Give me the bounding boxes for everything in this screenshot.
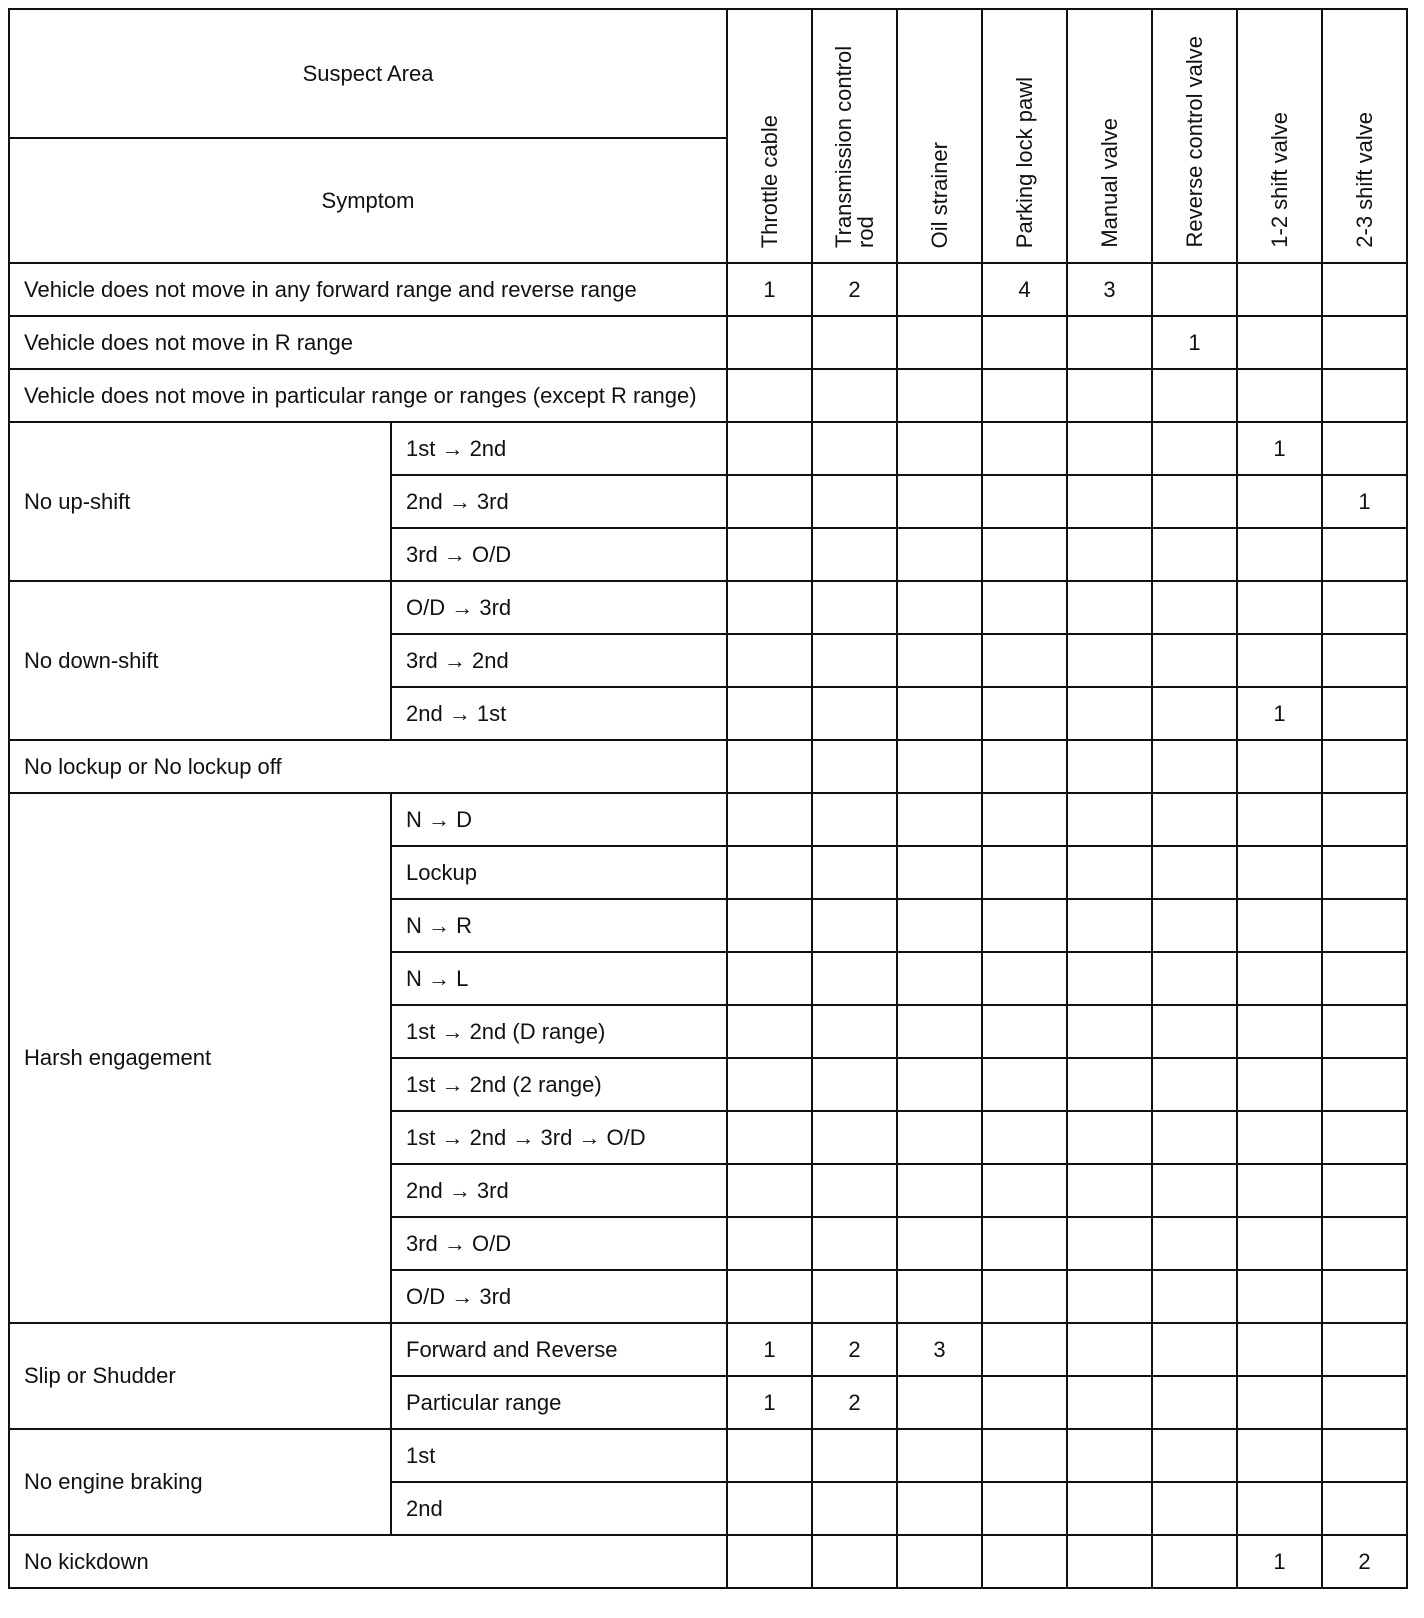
priority-cell: 2 (812, 1376, 897, 1429)
priority-cell: 1 (727, 263, 812, 316)
priority-cell (982, 740, 1067, 793)
sub-condition-cell: O/D → 3rd (391, 1270, 727, 1323)
priority-cell (1322, 1164, 1407, 1217)
symptom-header: Symptom (9, 138, 727, 263)
priority-cell (1237, 475, 1322, 528)
priority-cell (1237, 581, 1322, 634)
priority-cell: 1 (727, 1376, 812, 1429)
priority-cell (727, 687, 812, 740)
priority-cell (812, 528, 897, 581)
sub-condition-cell: N → L (391, 952, 727, 1005)
priority-cell (812, 475, 897, 528)
priority-cell (727, 1429, 812, 1482)
priority-cell: 1 (1237, 422, 1322, 475)
column-label: 2-3 shift valve (1351, 112, 1377, 248)
priority-cell (812, 1058, 897, 1111)
sub-condition-cell: Lockup (391, 846, 727, 899)
priority-cell (1237, 1058, 1322, 1111)
priority-cell (982, 687, 1067, 740)
priority-cell: 3 (1067, 263, 1152, 316)
table-row (9, 316, 1407, 369)
priority-cell (1237, 1005, 1322, 1058)
priority-cell (1067, 369, 1152, 422)
priority-cell (1152, 263, 1237, 316)
priority-cell (1237, 899, 1322, 952)
priority-cell (982, 1482, 1067, 1535)
column-header (812, 9, 897, 263)
priority-cell (1237, 1323, 1322, 1376)
priority-cell (1322, 316, 1407, 369)
priority-cell (1152, 1376, 1237, 1429)
priority-cell (897, 422, 982, 475)
priority-cell (1152, 1217, 1237, 1270)
priority-cell (812, 422, 897, 475)
sub-condition-cell: 3rd → O/D (391, 528, 727, 581)
priority-cell (1237, 793, 1322, 846)
priority-cell (1067, 899, 1152, 952)
sub-condition-cell: Forward and Reverse (391, 1323, 727, 1376)
priority-cell (897, 316, 982, 369)
priority-cell (897, 1535, 982, 1588)
priority-cell (1322, 1217, 1407, 1270)
priority-cell (812, 687, 897, 740)
priority-cell (1067, 1005, 1152, 1058)
priority-cell (727, 369, 812, 422)
priority-cell (1237, 634, 1322, 687)
column-header (727, 9, 812, 263)
sub-condition-cell: O/D → 3rd (391, 581, 727, 634)
priority-cell (982, 369, 1067, 422)
priority-cell (1152, 1270, 1237, 1323)
sub-condition-cell: 2nd → 1st (391, 687, 727, 740)
diagnosis-chart (8, 8, 1408, 1589)
priority-cell (727, 952, 812, 1005)
column-label: Parking lock pawl (1011, 76, 1037, 248)
priority-cell (1322, 263, 1407, 316)
priority-cell (727, 1005, 812, 1058)
priority-cell (727, 1058, 812, 1111)
sub-condition-cell: 1st → 2nd → 3rd → O/D (391, 1111, 727, 1164)
priority-cell (1322, 1482, 1407, 1535)
sub-condition-cell: 3rd → 2nd (391, 634, 727, 687)
priority-cell (727, 899, 812, 952)
sub-condition-cell: 2nd → 3rd (391, 475, 727, 528)
priority-cell (982, 316, 1067, 369)
priority-cell: 2 (812, 263, 897, 316)
priority-cell (1152, 952, 1237, 1005)
priority-cell (1152, 846, 1237, 899)
priority-cell (897, 1482, 982, 1535)
priority-cell (897, 687, 982, 740)
table-row (9, 369, 1407, 422)
sub-condition-cell: N → R (391, 899, 727, 952)
column-label: Reverse control valve (1181, 36, 1207, 248)
priority-cell (1322, 528, 1407, 581)
symptom-cell: No kickdown (9, 1535, 727, 1588)
priority-cell (1067, 1535, 1152, 1588)
troubleshooting-table (8, 8, 1408, 1589)
priority-cell (1322, 1005, 1407, 1058)
priority-cell (1067, 1376, 1152, 1429)
priority-cell (1152, 581, 1237, 634)
priority-cell (812, 369, 897, 422)
priority-cell (1152, 1164, 1237, 1217)
priority-cell (1067, 687, 1152, 740)
priority-cell (1152, 1535, 1237, 1588)
priority-cell (812, 793, 897, 846)
priority-cell (1152, 687, 1237, 740)
sub-condition-cell: Particular range (391, 1376, 727, 1429)
priority-cell (1322, 1058, 1407, 1111)
column-label: Manual valve (1096, 118, 1122, 248)
table-row (9, 263, 1407, 316)
priority-cell (727, 1270, 812, 1323)
symptom-cell: Vehicle does not move in R range (9, 316, 727, 369)
priority-cell (897, 793, 982, 846)
priority-cell (1237, 1482, 1322, 1535)
priority-cell (1067, 1323, 1152, 1376)
priority-cell (727, 1217, 812, 1270)
priority-cell (1152, 1482, 1237, 1535)
priority-cell (1152, 1111, 1237, 1164)
priority-cell (1067, 1164, 1152, 1217)
priority-cell (1067, 1058, 1152, 1111)
priority-cell (982, 1217, 1067, 1270)
priority-cell (982, 1323, 1067, 1376)
priority-cell (1237, 528, 1322, 581)
priority-cell (1152, 1323, 1237, 1376)
priority-cell: 2 (812, 1323, 897, 1376)
priority-cell (897, 1005, 982, 1058)
priority-cell (897, 1164, 982, 1217)
priority-cell (1067, 1482, 1152, 1535)
table-body (9, 263, 1407, 1588)
column-label: 1-2 shift valve (1266, 112, 1292, 248)
table-row (9, 740, 1407, 793)
column-header (1322, 9, 1407, 263)
priority-cell (727, 1482, 812, 1535)
priority-cell (897, 1429, 982, 1482)
priority-cell (812, 1217, 897, 1270)
priority-cell: 1 (1237, 687, 1322, 740)
priority-cell (727, 1535, 812, 1588)
symptom-group-cell: Harsh engagement (9, 793, 391, 1323)
symptom-group-cell: No engine braking (9, 1429, 391, 1535)
priority-cell (1237, 1164, 1322, 1217)
priority-cell (1067, 952, 1152, 1005)
priority-cell (727, 422, 812, 475)
priority-cell (727, 581, 812, 634)
priority-cell (1067, 846, 1152, 899)
priority-cell (727, 740, 812, 793)
priority-cell (727, 1111, 812, 1164)
priority-cell (1237, 1376, 1322, 1429)
priority-cell (1067, 581, 1152, 634)
priority-cell (897, 528, 982, 581)
priority-cell (982, 846, 1067, 899)
priority-cell (1067, 793, 1152, 846)
priority-cell (1152, 1005, 1237, 1058)
suspect-area-header: Suspect Area (9, 9, 727, 138)
column-header (982, 9, 1067, 263)
priority-cell (1067, 316, 1152, 369)
priority-cell (1152, 1429, 1237, 1482)
priority-cell (982, 1111, 1067, 1164)
priority-cell (812, 846, 897, 899)
priority-cell (812, 1535, 897, 1588)
symptom-cell: Vehicle does not move in particular range or ranges (except R range) (9, 369, 727, 422)
priority-cell (897, 369, 982, 422)
priority-cell (982, 634, 1067, 687)
priority-cell (812, 1164, 897, 1217)
priority-cell (1067, 634, 1152, 687)
priority-cell (982, 1005, 1067, 1058)
priority-cell (897, 952, 982, 1005)
priority-cell (812, 634, 897, 687)
priority-cell (1152, 899, 1237, 952)
priority-cell (1152, 793, 1237, 846)
priority-cell (727, 528, 812, 581)
table-row (9, 1429, 1407, 1482)
priority-cell (1322, 422, 1407, 475)
priority-cell: 1 (727, 1323, 812, 1376)
priority-cell (1322, 1376, 1407, 1429)
priority-cell (897, 846, 982, 899)
table-row (9, 422, 1407, 475)
priority-cell (1322, 1323, 1407, 1376)
table-row (9, 581, 1407, 634)
priority-cell (727, 475, 812, 528)
priority-cell (982, 1270, 1067, 1323)
priority-cell (727, 1164, 812, 1217)
priority-cell (1067, 1111, 1152, 1164)
column-label: Throttle cable (756, 114, 782, 248)
column-header (1237, 9, 1322, 263)
priority-cell (1322, 1111, 1407, 1164)
table-row (9, 793, 1407, 846)
symptom-group-cell: Slip or Shudder (9, 1323, 391, 1429)
priority-cell (1152, 1058, 1237, 1111)
table-row (9, 1535, 1407, 1588)
symptom-group-cell: No down-shift (9, 581, 391, 740)
priority-cell (1152, 528, 1237, 581)
priority-cell (982, 1376, 1067, 1429)
priority-cell (1152, 740, 1237, 793)
priority-cell: 1 (1322, 475, 1407, 528)
priority-cell: 1 (1237, 1535, 1322, 1588)
sub-condition-cell: 2nd (391, 1482, 727, 1535)
priority-cell (982, 1535, 1067, 1588)
priority-cell (982, 899, 1067, 952)
priority-cell (1067, 475, 1152, 528)
priority-cell (1322, 1270, 1407, 1323)
column-label: Oil strainer (926, 141, 952, 248)
priority-cell (812, 1111, 897, 1164)
priority-cell (897, 899, 982, 952)
priority-cell: 1 (1152, 316, 1237, 369)
symptom-group-cell: No up-shift (9, 422, 391, 581)
column-label: Transmission control rod (830, 45, 878, 248)
priority-cell (897, 1376, 982, 1429)
priority-cell: 2 (1322, 1535, 1407, 1588)
priority-cell (1152, 369, 1237, 422)
symptom-cell: Vehicle does not move in any forward range and reverse range (9, 263, 727, 316)
priority-cell (1322, 687, 1407, 740)
priority-cell (1322, 369, 1407, 422)
priority-cell (1067, 1217, 1152, 1270)
priority-cell (1237, 316, 1322, 369)
priority-cell: 4 (982, 263, 1067, 316)
priority-cell (1237, 846, 1322, 899)
priority-cell (1237, 369, 1322, 422)
priority-cell (897, 1270, 982, 1323)
priority-cell (897, 740, 982, 793)
priority-cell (982, 528, 1067, 581)
priority-cell (727, 634, 812, 687)
sub-condition-cell: 1st → 2nd (D range) (391, 1005, 727, 1058)
column-header (1152, 9, 1237, 263)
priority-cell (1152, 422, 1237, 475)
priority-cell (727, 793, 812, 846)
table-row (9, 1323, 1407, 1376)
priority-cell (897, 581, 982, 634)
priority-cell (1322, 1429, 1407, 1482)
priority-cell (812, 740, 897, 793)
priority-cell (1322, 846, 1407, 899)
symptom-cell: No lockup or No lockup off (9, 740, 727, 793)
priority-cell (982, 581, 1067, 634)
priority-cell (1237, 1270, 1322, 1323)
priority-cell (1152, 634, 1237, 687)
sub-condition-cell: 1st → 2nd (2 range) (391, 1058, 727, 1111)
sub-condition-cell: 1st → 2nd (391, 422, 727, 475)
sub-condition-cell: N → D (391, 793, 727, 846)
priority-cell (812, 316, 897, 369)
priority-cell (1237, 740, 1322, 793)
priority-cell (897, 263, 982, 316)
priority-cell (1322, 634, 1407, 687)
priority-cell (897, 475, 982, 528)
priority-cell (812, 899, 897, 952)
priority-cell (727, 846, 812, 899)
priority-cell (812, 952, 897, 1005)
priority-cell (1322, 899, 1407, 952)
priority-cell (1067, 740, 1152, 793)
priority-cell (982, 422, 1067, 475)
priority-cell (897, 634, 982, 687)
priority-cell (812, 581, 897, 634)
sub-condition-cell: 3rd → O/D (391, 1217, 727, 1270)
priority-cell (812, 1270, 897, 1323)
priority-cell (1237, 1217, 1322, 1270)
priority-cell (982, 1429, 1067, 1482)
priority-cell (1067, 422, 1152, 475)
priority-cell (1237, 1429, 1322, 1482)
column-header (897, 9, 982, 263)
priority-cell (982, 1164, 1067, 1217)
priority-cell (897, 1111, 982, 1164)
priority-cell (982, 1058, 1067, 1111)
priority-cell (727, 316, 812, 369)
priority-cell (1237, 263, 1322, 316)
priority-cell (897, 1217, 982, 1270)
priority-cell (1322, 952, 1407, 1005)
priority-cell (982, 952, 1067, 1005)
priority-cell (812, 1005, 897, 1058)
priority-cell (1322, 581, 1407, 634)
priority-cell (982, 793, 1067, 846)
priority-cell (1067, 1270, 1152, 1323)
priority-cell (1237, 952, 1322, 1005)
priority-cell: 3 (897, 1323, 982, 1376)
priority-cell (897, 1058, 982, 1111)
column-header (1067, 9, 1152, 263)
sub-condition-cell: 2nd → 3rd (391, 1164, 727, 1217)
priority-cell (1322, 793, 1407, 846)
priority-cell (1152, 475, 1237, 528)
sub-condition-cell: 1st (391, 1429, 727, 1482)
priority-cell (1322, 740, 1407, 793)
priority-cell (812, 1429, 897, 1482)
priority-cell (812, 1482, 897, 1535)
priority-cell (1237, 1111, 1322, 1164)
priority-cell (982, 475, 1067, 528)
priority-cell (1067, 1429, 1152, 1482)
priority-cell (1067, 528, 1152, 581)
